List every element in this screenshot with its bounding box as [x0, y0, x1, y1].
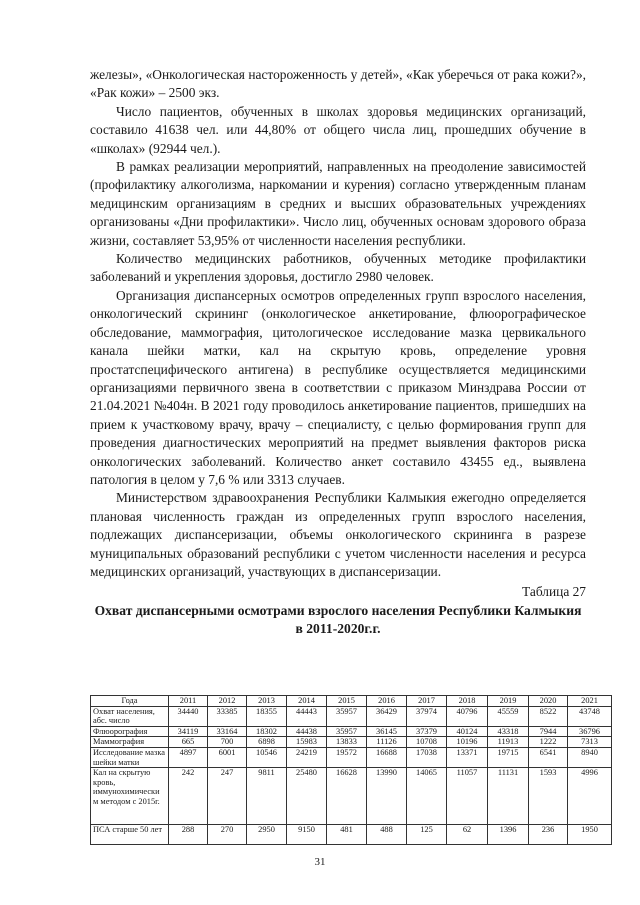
paragraph-prevention-days: В рамках реализации мероприятий, направленных на преодоление зависимостей (профилактику алкоголизма, наркомании и курения) согласно утвержденным планам медицинским организациям в средних и высших образовательных учреждениях организованы «Дни профилактики». Число лиц, обученных основам здорового образа жизни, составляет 53,95% от численности населения республики.: [90, 159, 586, 248]
header-cell: 2014: [287, 696, 327, 707]
table-cell: 4897: [169, 747, 208, 767]
header-cell: 2013: [247, 696, 287, 707]
table-cell: 37379: [407, 726, 447, 737]
paragraph-school-patients: Число пациентов, обученных в школах здоровья медицинских организаций, составило 41638 чел. или 44,80% от общего числа лиц, прошедших обучение в «школах» (92944 чел.).: [90, 103, 586, 156]
header-cell: 2021: [568, 696, 612, 707]
table-cell: 10196: [447, 737, 488, 748]
table-cell: 40124: [447, 726, 488, 737]
header-cell: 2017: [407, 696, 447, 707]
table-header-row: [91, 696, 612, 707]
table-cell: 1950: [568, 825, 612, 845]
table-cell: 7313: [568, 737, 612, 748]
table-cell: 288: [169, 825, 208, 845]
table-cell: 43748: [568, 706, 612, 726]
row-label: Исследование мазка шейки матки: [91, 747, 169, 767]
table-cell: 13990: [367, 768, 407, 825]
table-cell: 665: [169, 737, 208, 748]
table-cell: 14065: [407, 768, 447, 825]
table-cell: 18355: [247, 706, 287, 726]
header-cell: 2011: [169, 696, 208, 707]
table-cell: 33164: [208, 726, 247, 737]
table-cell: 236: [529, 825, 568, 845]
table-cell: 481: [327, 825, 367, 845]
table-cell: 247: [208, 768, 247, 825]
table-cell: 9150: [287, 825, 327, 845]
table-cell: 33385: [208, 706, 247, 726]
header-cell: Года: [91, 696, 169, 707]
header-cell: 2018: [447, 696, 488, 707]
screening-table: [90, 695, 612, 845]
table-cell: 125: [407, 825, 447, 845]
header-cell: 2016: [367, 696, 407, 707]
table-cell: 36796: [568, 726, 612, 737]
table-cell: 19715: [488, 747, 529, 767]
table-cell: 1593: [529, 768, 568, 825]
table-cell: 13833: [327, 737, 367, 748]
table-cell: 2950: [247, 825, 287, 845]
table-cell: 242: [169, 768, 208, 825]
table-cell: 17038: [407, 747, 447, 767]
table-cell: 270: [208, 825, 247, 845]
table-cell: 16688: [367, 747, 407, 767]
table-cell: 8940: [568, 747, 612, 767]
table-cell: 25480: [287, 768, 327, 825]
table-cell: 700: [208, 737, 247, 748]
table-body: [91, 706, 612, 845]
table-row: [91, 768, 612, 825]
paragraph-ministry: Министерством здравоохранения Республики Калмыкия ежегодно определяется плановая численность граждан из определенных групп взрослого населения, подлежащих диспансеризации, объемы онкологического скрининга в разрезе муниципальных образований республики с учетом численности населения и ресурса медицинских организаций, участвующих в диспансеризации.: [90, 490, 586, 579]
page-number: 31: [314, 856, 326, 868]
table-cell: 6001: [208, 747, 247, 767]
header-cell: 2015: [327, 696, 367, 707]
table-cell: 45559: [488, 706, 529, 726]
paragraph-continuation: железы», «Онкологическая настороженность у детей», «Как уберечься от рака кожи?», «Рак кожи» – 2500 экз.: [90, 67, 586, 101]
table-cell: 35957: [327, 706, 367, 726]
table-cell: 36145: [367, 726, 407, 737]
table-cell: 488: [367, 825, 407, 845]
table-cell: 44438: [287, 726, 327, 737]
table-cell: 36429: [367, 706, 407, 726]
table-row: [91, 726, 612, 737]
table-cell: 19572: [327, 747, 367, 767]
row-label: Маммография: [91, 737, 169, 748]
row-label: Флюорография: [91, 726, 169, 737]
table-row: [91, 825, 612, 845]
table-cell: 11913: [488, 737, 529, 748]
table-cell: 10546: [247, 747, 287, 767]
paragraph-screening: Организация диспансерных осмотров определенных групп взрослого населения, онкологический скрининг (онкологическое анкетирование, флюорографическое обследование, маммография, цитологическое исследование мазка цервикального канала шейки матки, кал на скрытую кровь, определение уровня простатспецифического антигена) в республике осуществляется медицинскими организациями первичного звена в соответствии с приказом Минздрава России от 21.04.2021 №404н. В 2021 году проводилось анкетирование пациентов, пришедших на прием к участковому врачу, врачу – специалисту, с целью формирования групп для проведения диагностических мероприятий на предмет выявления факторов риска онкологических заболеваний. Количество анкет составило 43455 ед., выявлена патология в целом у 7,6 % или 3313 случаев.: [90, 287, 586, 487]
table-cell: 10708: [407, 737, 447, 748]
table-cell: 43318: [488, 726, 529, 737]
table-cell: 16628: [327, 768, 367, 825]
table-caption: Таблица 27: [522, 584, 586, 600]
paragraph-medical-workers: Количество медицинских работников, обученных методике профилактики заболеваний и укрепления здоровья, достигло 2980 человек.: [90, 251, 586, 285]
table-cell: 11131: [488, 768, 529, 825]
table-cell: 11126: [367, 737, 407, 748]
table-cell: 4996: [568, 768, 612, 825]
table-cell: 6541: [529, 747, 568, 767]
table-cell: 18302: [247, 726, 287, 737]
table-cell: 37974: [407, 706, 447, 726]
table-cell: 13371: [447, 747, 488, 767]
table-cell: 1222: [529, 737, 568, 748]
row-label: Охват населения, абс. число: [91, 706, 169, 726]
table-title: Охват диспансерными осмотрами взрослого населения Республики Калмыкия в 2011-2020г.г.: [94, 603, 582, 637]
table-cell: 6898: [247, 737, 287, 748]
header-cell: 2019: [488, 696, 529, 707]
table-cell: 40796: [447, 706, 488, 726]
table-cell: 15983: [287, 737, 327, 748]
table-row: [91, 706, 612, 726]
header-cell: 2020: [529, 696, 568, 707]
table-cell: 9811: [247, 768, 287, 825]
table-cell: 8522: [529, 706, 568, 726]
table-cell: 7944: [529, 726, 568, 737]
header-cell: 2012: [208, 696, 247, 707]
table-cell: 44443: [287, 706, 327, 726]
table-cell: 34119: [169, 726, 208, 737]
table-cell: 24219: [287, 747, 327, 767]
row-label: ПСА старше 50 лет: [91, 825, 169, 845]
table-cell: 62: [447, 825, 488, 845]
table-cell: 35957: [327, 726, 367, 737]
table-row: [91, 737, 612, 748]
table-cell: 1396: [488, 825, 529, 845]
table-cell: 11057: [447, 768, 488, 825]
document-page: [90, 66, 586, 648]
row-label: Кал на скрытую кровь, иммунохимически м методом с 2015г.: [91, 768, 169, 825]
table-cell: 34440: [169, 706, 208, 726]
table-row: [91, 747, 612, 767]
